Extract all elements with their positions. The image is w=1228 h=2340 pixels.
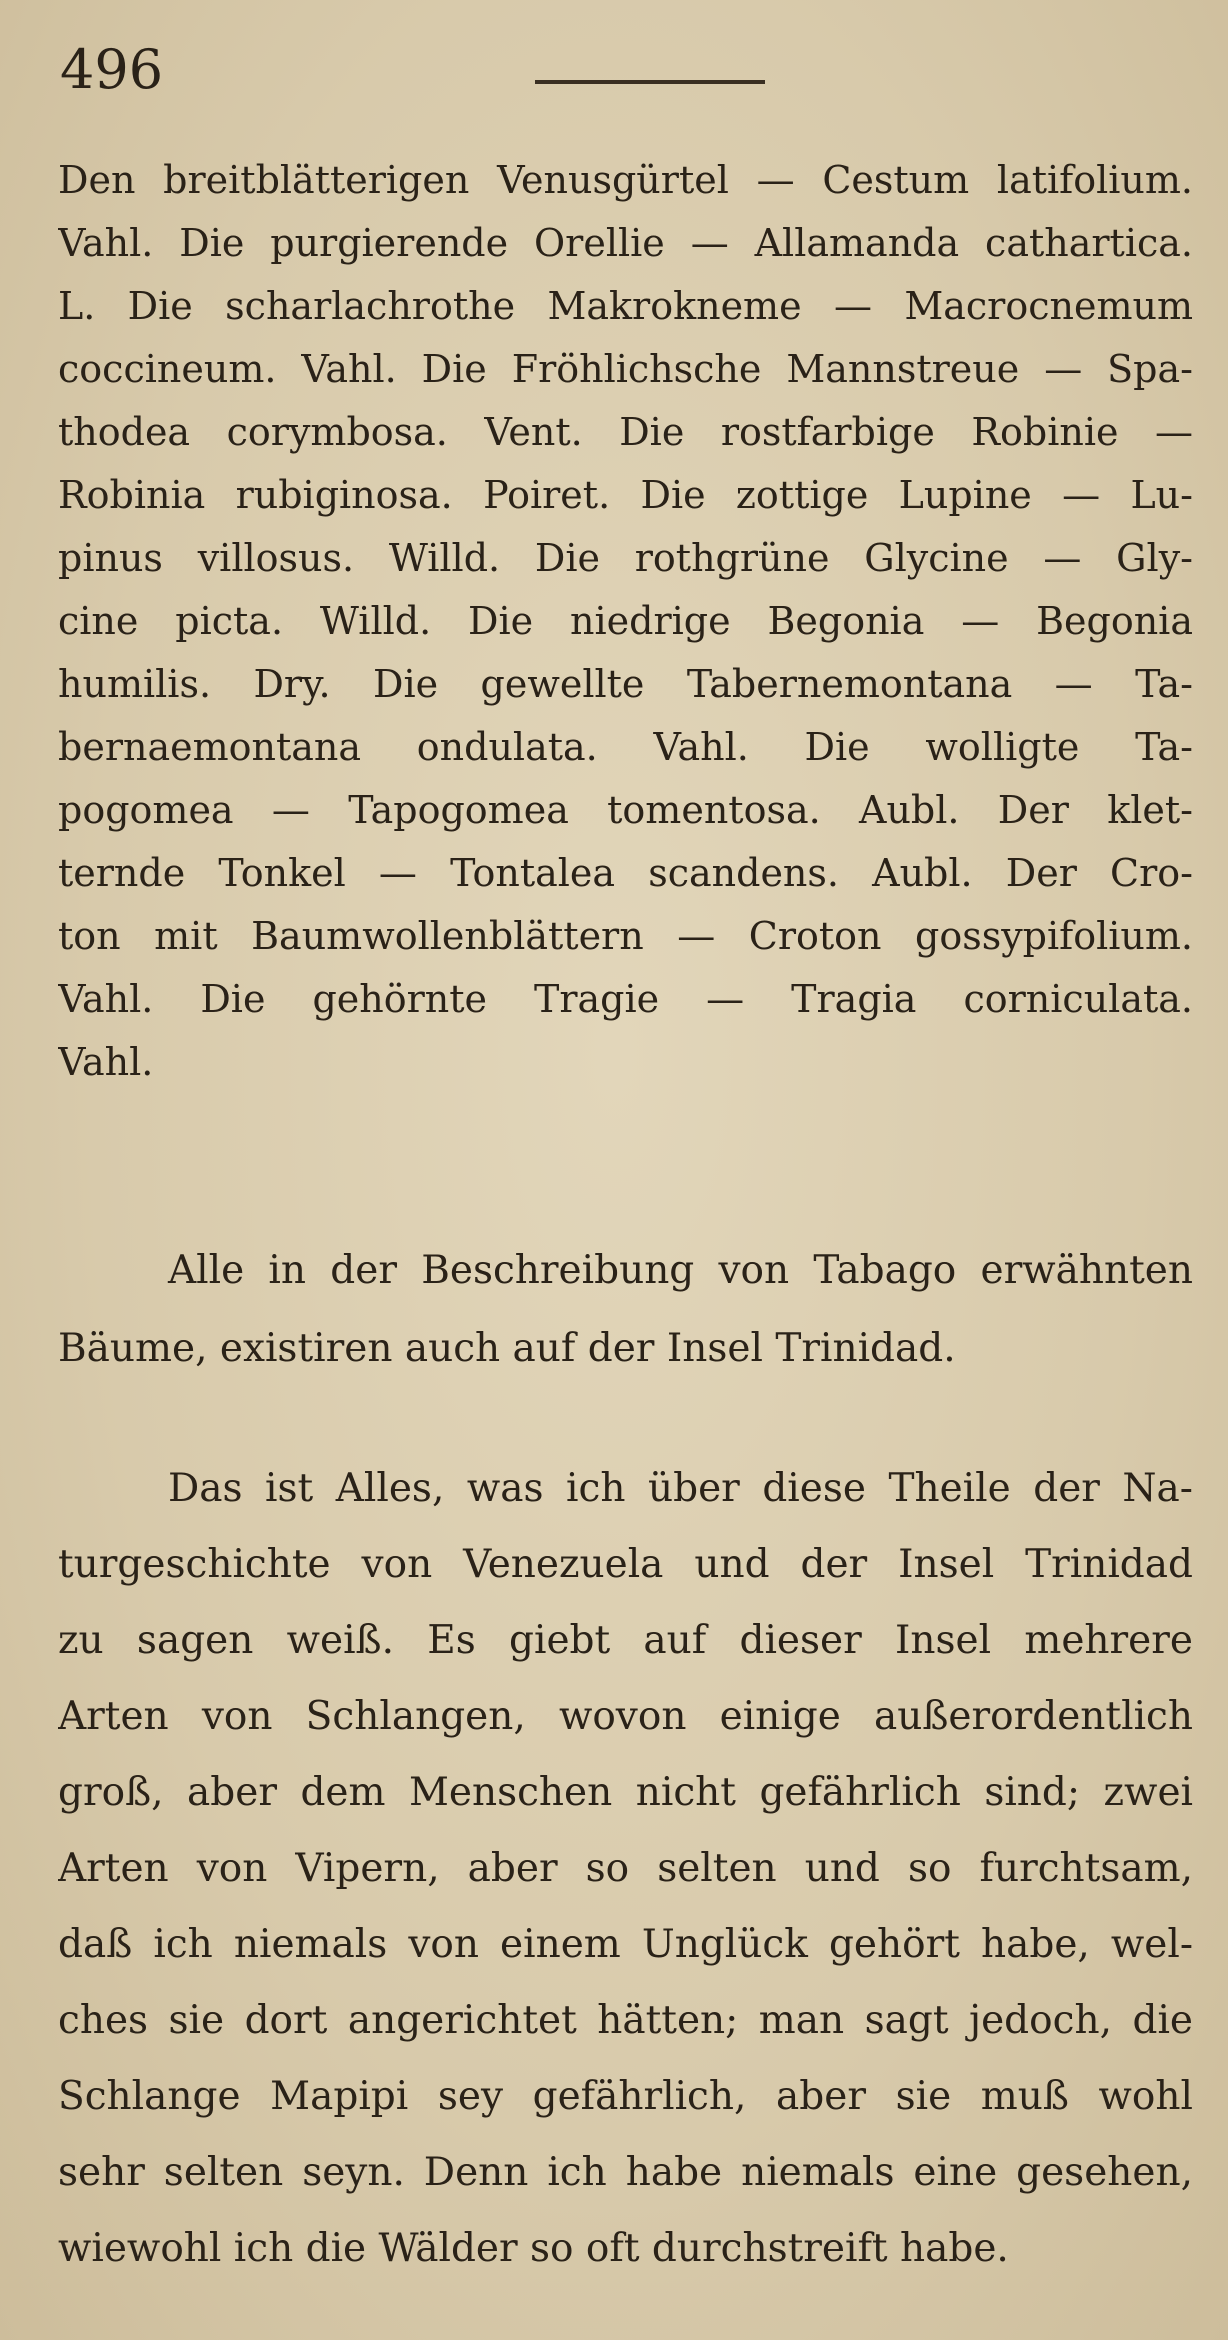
- text-line: thodea corymbosa. Vent. Die rostfarbige Robinie —: [58, 410, 1193, 454]
- text-line: Vahl.: [58, 1040, 154, 1084]
- text-line: cine picta. Willd. Die niedrige Begonia — Begonia: [58, 599, 1193, 643]
- text-line: pinus villosus. Willd. Die rothgrüne Glycine — Gly-: [58, 536, 1193, 580]
- text-line: Den breitblätterigen Venusgürtel — Cestum latifolium.: [58, 158, 1193, 202]
- text-line: daß ich niemals von einem Unglück gehört habe, wel-: [58, 1922, 1193, 1967]
- text-line: turgeschichte von Venezuela und der Insel Trinidad: [58, 1542, 1193, 1587]
- text-line: coccineum. Vahl. Die Fröhlichsche Mannstreue — Spa-: [58, 347, 1193, 391]
- text-line: sehr selten seyn. Denn ich habe niemals eine gesehen,: [58, 2150, 1193, 2195]
- text-line: Vahl. Die gehörnte Tragie — Tragia corniculata.: [58, 977, 1193, 1021]
- text-line: Alle in der Beschreibung von Tabago erwähnten: [168, 1248, 1193, 1293]
- text-line: ches sie dort angerichtet hätten; man sagt jedoch, die: [58, 1998, 1193, 2043]
- text-line: ternde Tonkel — Tontalea scandens. Aubl. Der Cro-: [58, 851, 1193, 895]
- text-line: pogomea — Tapogomea tomentosa. Aubl. Der klet-: [58, 788, 1193, 832]
- text-line: Arten von Schlangen, wovon einige außerordentlich: [58, 1694, 1193, 1739]
- text-line: groß, aber dem Menschen nicht gefährlich sind; zwei: [58, 1770, 1193, 1815]
- text-line: L. Die scharlachrothe Makrokneme — Macrocnemum: [58, 284, 1193, 328]
- page-number: 496: [60, 38, 164, 101]
- text-line: ton mit Baumwollenblättern — Croton gossypifolium.: [58, 914, 1193, 958]
- text-line: Schlange Mapipi sey gefährlich, aber sie muß wohl: [58, 2074, 1193, 2119]
- text-line: wiewohl ich die Wälder so oft durchstreift habe.: [58, 2226, 1009, 2271]
- text-line: bernaemontana ondulata. Vahl. Die wolligte Ta-: [58, 725, 1193, 769]
- header-rule: [535, 80, 765, 84]
- text-line: Vahl. Die purgierende Orellie — Allamanda cathartica.: [58, 221, 1193, 265]
- text-line: Das ist Alles, was ich über diese Theile der Na-: [168, 1466, 1193, 1511]
- text-line: Bäume, existiren auch auf der Insel Trinidad.: [58, 1326, 956, 1371]
- text-line: zu sagen weiß. Es giebt auf dieser Insel mehrere: [58, 1618, 1193, 1663]
- text-line: Robinia rubiginosa. Poiret. Die zottige Lupine — Lu-: [58, 473, 1193, 517]
- text-line: Arten von Vipern, aber so selten und so furchtsam,: [58, 1846, 1193, 1891]
- text-line: humilis. Dry. Die gewellte Tabernemontana — Ta-: [58, 662, 1193, 706]
